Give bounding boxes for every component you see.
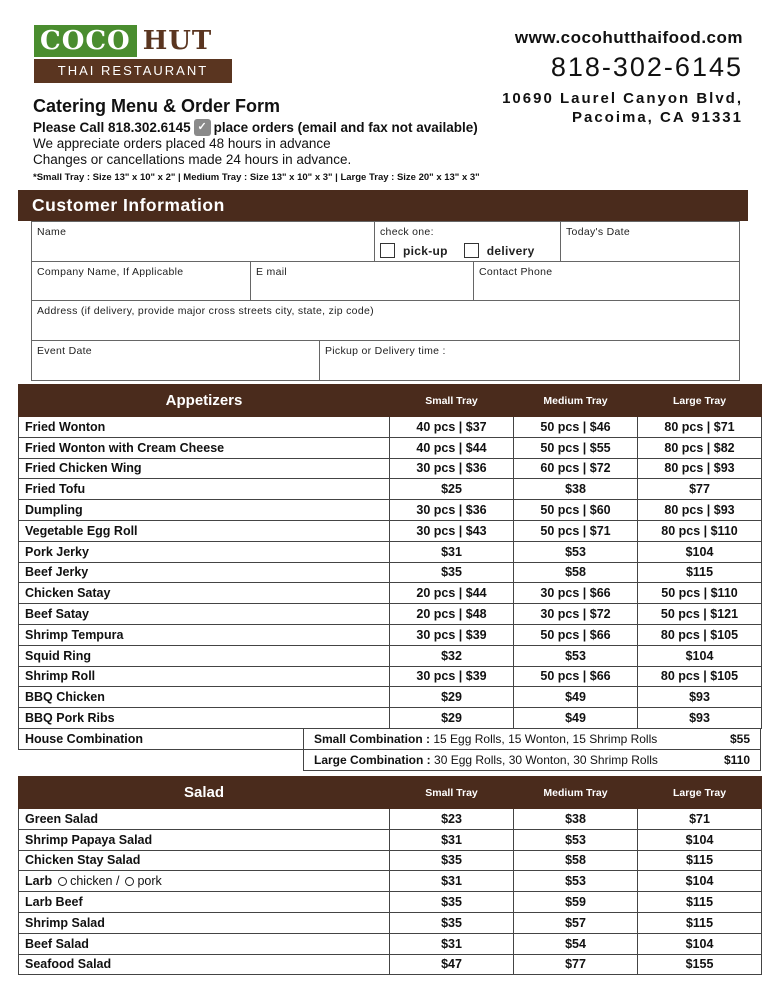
item-name: Pork Jerky (19, 541, 390, 562)
medium-price: 30 pcs | $72 (514, 604, 638, 625)
item-name: BBQ Chicken (19, 687, 390, 708)
small-price: $29 (390, 687, 514, 708)
small-combination (304, 729, 761, 750)
company-label: Company Name, If Applicable (37, 266, 184, 278)
call-prefix: Please Call 818.302.6145 (33, 120, 191, 135)
event-date-field[interactable] (32, 341, 320, 380)
pickup-checkbox[interactable] (380, 243, 395, 258)
large-price: 50 pcs | $121 (638, 604, 762, 625)
item-name: Chicken Satay (19, 583, 390, 604)
check-one-label: check one: (380, 226, 434, 238)
chevron-down-icon[interactable]: ✓ (194, 119, 211, 136)
large-price: $71 (638, 809, 762, 830)
table-row (19, 417, 762, 438)
table-row (19, 892, 762, 913)
item-name: Green Salad (19, 809, 390, 830)
medium-price: $58 (514, 850, 638, 871)
item-name (19, 871, 390, 892)
large-price: $104 (638, 645, 762, 666)
medium-price: $53 (514, 645, 638, 666)
table-row (19, 687, 762, 708)
address-line-1: 10690 Laurel Canyon Blvd, (502, 90, 743, 107)
large-combo-price: $110 (723, 753, 750, 767)
delivery-label: delivery (486, 243, 535, 258)
medium-price: 60 pcs | $72 (514, 458, 638, 479)
pickup-time-label: Pickup or Delivery time : (325, 345, 446, 357)
tray-sizes-note: *Small Tray : Size 13" x 10" x 2" | Medium Tray : Size 13" x 10" x 3" | Large Tray : Size 20" x 13" x 3" (33, 172, 480, 183)
small-price: $31 (390, 871, 514, 892)
small-price: 40 pcs | $37 (390, 417, 514, 438)
medium-price: $38 (514, 479, 638, 500)
item-name: Beef Jerky (19, 562, 390, 583)
small-price: $35 (390, 562, 514, 583)
small-price: 30 pcs | $36 (390, 458, 514, 479)
name-label: Name (37, 226, 67, 238)
logo-subtitle: THAI RESTAURANT (34, 59, 232, 83)
phone-number: 818-302-6145 (550, 52, 743, 82)
advance-notice: We appreciate orders placed 48 hours in advance (33, 136, 331, 151)
large-price: $115 (638, 850, 762, 871)
small-price: $31 (390, 541, 514, 562)
large-combo-desc: 30 Egg Rolls, 30 Wonton, 30 Shrimp Rolls (434, 753, 658, 767)
table-row (19, 954, 762, 975)
col-medium-tray: Medium Tray (514, 385, 638, 417)
col-small-tray: Small Tray (390, 385, 514, 417)
large-price: 80 pcs | $93 (638, 458, 762, 479)
medium-price: $58 (514, 562, 638, 583)
item-name: Shrimp Papaya Salad (19, 829, 390, 850)
large-price: $115 (638, 562, 762, 583)
event-date-label: Event Date (37, 345, 92, 357)
col-large-tray: Large Tray (638, 777, 762, 809)
larb-label: Larb (25, 874, 53, 889)
medium-price: 50 pcs | $66 (514, 624, 638, 645)
email-label: E mail (256, 266, 287, 278)
address-line-2: Pacoima, CA 91331 (571, 109, 743, 126)
large-price: 80 pcs | $105 (638, 666, 762, 687)
medium-price: $77 (514, 954, 638, 975)
chicken-option: chicken / (70, 874, 120, 889)
large-price: $104 (638, 933, 762, 954)
table-row (19, 479, 762, 500)
col-small-tray: Small Tray (390, 777, 514, 809)
large-price: $104 (638, 829, 762, 850)
item-name: Shrimp Roll (19, 666, 390, 687)
small-price: 40 pcs | $44 (390, 437, 514, 458)
large-price: $115 (638, 912, 762, 933)
logo (34, 25, 232, 83)
small-price: $32 (390, 645, 514, 666)
table-row (19, 604, 762, 625)
table-row (19, 912, 762, 933)
large-price: 80 pcs | $93 (638, 500, 762, 521)
table-row (19, 809, 762, 830)
table-row (19, 829, 762, 850)
logo-hut-text: HUT (142, 26, 213, 56)
medium-price: 50 pcs | $71 (514, 520, 638, 541)
contact-phone-label: Contact Phone (479, 266, 553, 278)
item-name: Dumpling (19, 500, 390, 521)
table-row (19, 437, 762, 458)
table-row (19, 708, 762, 729)
small-price: $35 (390, 892, 514, 913)
col-medium-tray: Medium Tray (514, 777, 638, 809)
medium-price: 30 pcs | $66 (514, 583, 638, 604)
pickup-label: pick-up (403, 243, 448, 258)
medium-price: $53 (514, 829, 638, 850)
small-price: $35 (390, 850, 514, 871)
medium-price: 50 pcs | $46 (514, 417, 638, 438)
name-field[interactable] (32, 222, 375, 261)
call-line (33, 119, 593, 136)
large-price: $104 (638, 541, 762, 562)
medium-price: $38 (514, 809, 638, 830)
large-price: 80 pcs | $82 (638, 437, 762, 458)
large-price: 80 pcs | $71 (638, 417, 762, 438)
medium-price: $59 (514, 892, 638, 913)
item-name: Fried Wonton with Cream Cheese (19, 437, 390, 458)
item-name: Fried Wonton (19, 417, 390, 438)
large-price: $104 (638, 871, 762, 892)
item-name: Larb Beef (19, 892, 390, 913)
table-row (19, 562, 762, 583)
delivery-checkbox[interactable] (464, 243, 479, 258)
large-price: 50 pcs | $110 (638, 583, 762, 604)
large-price: $115 (638, 892, 762, 913)
delivery-option[interactable] (464, 243, 535, 258)
appetizers-header: Appetizers (19, 385, 390, 417)
combo-spacer (18, 750, 304, 771)
chicken-radio[interactable] (58, 877, 67, 886)
medium-price: 50 pcs | $66 (514, 666, 638, 687)
table-row (19, 666, 762, 687)
medium-price: $57 (514, 912, 638, 933)
small-price: 20 pcs | $48 (390, 604, 514, 625)
table-row (19, 850, 762, 871)
small-price: $35 (390, 912, 514, 933)
small-price: $31 (390, 829, 514, 850)
small-price: $31 (390, 933, 514, 954)
table-row (19, 541, 762, 562)
item-name: Seafood Salad (19, 954, 390, 975)
intro-block (33, 96, 593, 183)
item-name: Fried Chicken Wing (19, 458, 390, 479)
item-name: Vegetable Egg Roll (19, 520, 390, 541)
item-name: Squid Ring (19, 645, 390, 666)
appetizers-table (18, 384, 762, 729)
item-name: Beef Salad (19, 933, 390, 954)
large-price: $93 (638, 687, 762, 708)
small-price: 30 pcs | $36 (390, 500, 514, 521)
table-row (19, 500, 762, 521)
medium-price: 50 pcs | $55 (514, 437, 638, 458)
contact-phone-field[interactable] (474, 262, 739, 300)
small-price: 30 pcs | $39 (390, 666, 514, 687)
todays-date-field[interactable] (561, 222, 739, 261)
house-combination (18, 729, 761, 771)
pork-radio[interactable] (125, 877, 134, 886)
small-combo-label: Small Combination : (314, 732, 431, 746)
customer-info-header: Customer Information (18, 190, 748, 221)
large-price: 80 pcs | $105 (638, 624, 762, 645)
medium-price: 50 pcs | $60 (514, 500, 638, 521)
order-type-field (375, 222, 561, 261)
item-name: Beef Satay (19, 604, 390, 625)
company-field[interactable] (32, 262, 251, 300)
item-name: BBQ Pork Ribs (19, 708, 390, 729)
medium-price: $53 (514, 541, 638, 562)
col-large-tray: Large Tray (638, 385, 762, 417)
table-row (19, 933, 762, 954)
address-label: Address (if delivery, provide major cross streets city, state, zip code) (37, 305, 374, 317)
customer-form (31, 221, 740, 381)
large-price: $155 (638, 954, 762, 975)
small-combo-price: $55 (729, 732, 750, 746)
todays-date-label: Today's Date (566, 226, 630, 238)
item-name: Shrimp Tempura (19, 624, 390, 645)
logo-coco-text: COCO (34, 25, 137, 57)
combo-name: House Combination (18, 729, 304, 750)
small-price: $47 (390, 954, 514, 975)
small-price: $25 (390, 479, 514, 500)
item-name: Fried Tofu (19, 479, 390, 500)
table-row (19, 458, 762, 479)
large-price: $93 (638, 708, 762, 729)
small-combo-desc: 15 Egg Rolls, 15 Wonton, 15 Shrimp Rolls (433, 732, 658, 746)
large-price: 80 pcs | $110 (638, 520, 762, 541)
pickup-option[interactable] (380, 243, 448, 258)
large-combination (304, 750, 761, 771)
small-price: $23 (390, 809, 514, 830)
large-price: $77 (638, 479, 762, 500)
email-field[interactable] (251, 262, 474, 300)
table-row (19, 583, 762, 604)
item-name: Chicken Stay Salad (19, 850, 390, 871)
website-link[interactable]: www.cocohutthaifood.com (514, 28, 743, 47)
pickup-time-field[interactable] (320, 341, 739, 380)
small-price: $29 (390, 708, 514, 729)
address-field[interactable] (32, 301, 739, 340)
salad-table (18, 776, 762, 975)
medium-price: $49 (514, 687, 638, 708)
page-title: Catering Menu & Order Form (33, 96, 281, 116)
small-price: 20 pcs | $44 (390, 583, 514, 604)
table-row (19, 871, 762, 892)
cancellation-notice: Changes or cancellations made 24 hours in advance. (33, 152, 352, 167)
medium-price: $53 (514, 871, 638, 892)
table-row (19, 645, 762, 666)
medium-price: $49 (514, 708, 638, 729)
salad-header: Salad (19, 777, 390, 809)
table-row (19, 624, 762, 645)
large-combo-label: Large Combination : (314, 753, 431, 767)
small-price: 30 pcs | $39 (390, 624, 514, 645)
pork-option: pork (137, 874, 162, 889)
call-suffix: place orders (email and fax not available) (213, 120, 478, 135)
medium-price: $54 (514, 933, 638, 954)
table-row (19, 520, 762, 541)
small-price: 30 pcs | $43 (390, 520, 514, 541)
item-name: Shrimp Salad (19, 912, 390, 933)
